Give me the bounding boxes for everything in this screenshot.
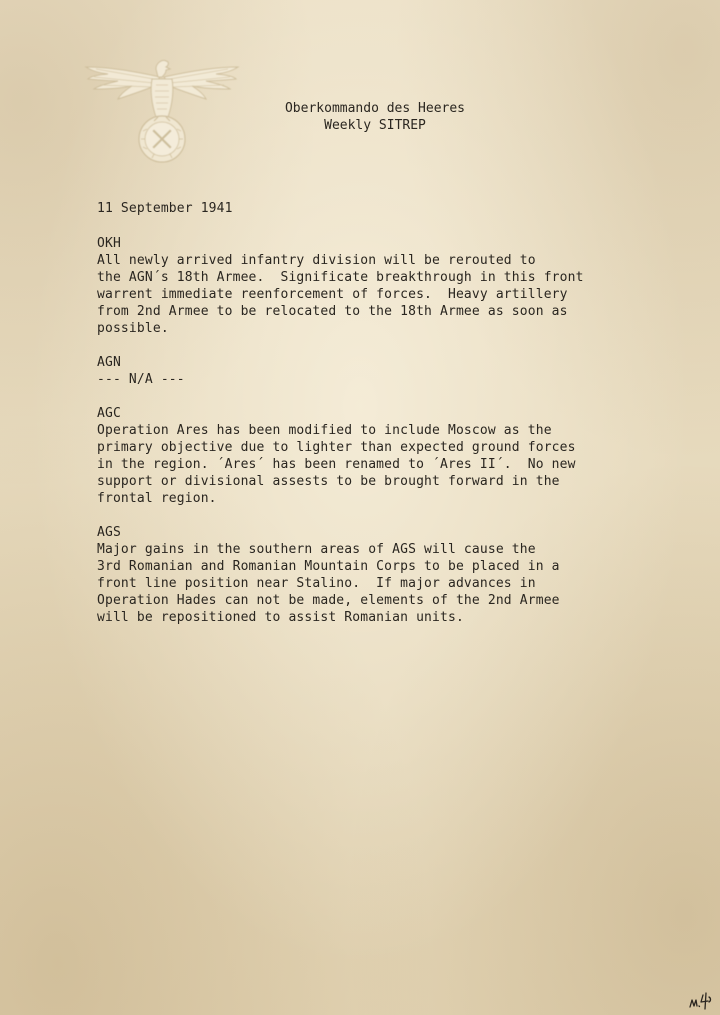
letterhead-organization: Oberkommando des Heeres (284, 101, 465, 116)
section-line: Major gains in the southern areas of AGS will cause the (97, 542, 536, 557)
report-date: 11 September 1941 (97, 201, 233, 216)
section-line: frontal region. (97, 491, 217, 506)
section-line: Operation Ares has been modified to include Moscow as the (97, 423, 552, 438)
section-line: in the region. ´Ares´ has been renamed to ´Ares II´. No new (97, 457, 576, 472)
section-agc (97, 405, 657, 507)
letterhead (230, 100, 520, 134)
section-okh (97, 235, 657, 337)
section-line: 3rd Romanian and Romanian Mountain Corps to be placed in a (97, 559, 560, 574)
section-heading: OKH (97, 236, 121, 251)
handwritten-initials-icon (688, 989, 714, 1011)
section-line: Operation Hades can not be made, elements of the 2nd Armee (97, 593, 560, 608)
report-body (97, 200, 657, 643)
section-line: from 2nd Armee to be relocated to the 18th Armee as soon as (97, 304, 568, 319)
section-agn (97, 354, 657, 388)
section-line: warrent immediate reenforcement of forces. Heavy artillery (97, 287, 568, 302)
embossed-eagle-emblem-icon (82, 55, 242, 170)
section-line: support or divisional assests to be brought forward in the (97, 474, 560, 489)
section-ags (97, 524, 657, 626)
section-line: possible. (97, 321, 169, 336)
section-heading: AGC (97, 406, 121, 421)
section-line: All newly arrived infantry division will be rerouted to (97, 253, 536, 268)
section-line: the AGN´s 18th Armee. Significate breakthrough in this front (97, 270, 584, 285)
section-heading: AGN (97, 355, 121, 370)
section-heading: AGS (97, 525, 121, 540)
section-line: will be repositioned to assist Romanian units. (97, 610, 464, 625)
section-line: front line position near Stalino. If major advances in (97, 576, 536, 591)
section-line: --- N/A --- (97, 372, 185, 387)
letterhead-title: Weekly SITREP (324, 118, 426, 133)
section-line: primary objective due to lighter than expected ground forces (97, 440, 576, 455)
